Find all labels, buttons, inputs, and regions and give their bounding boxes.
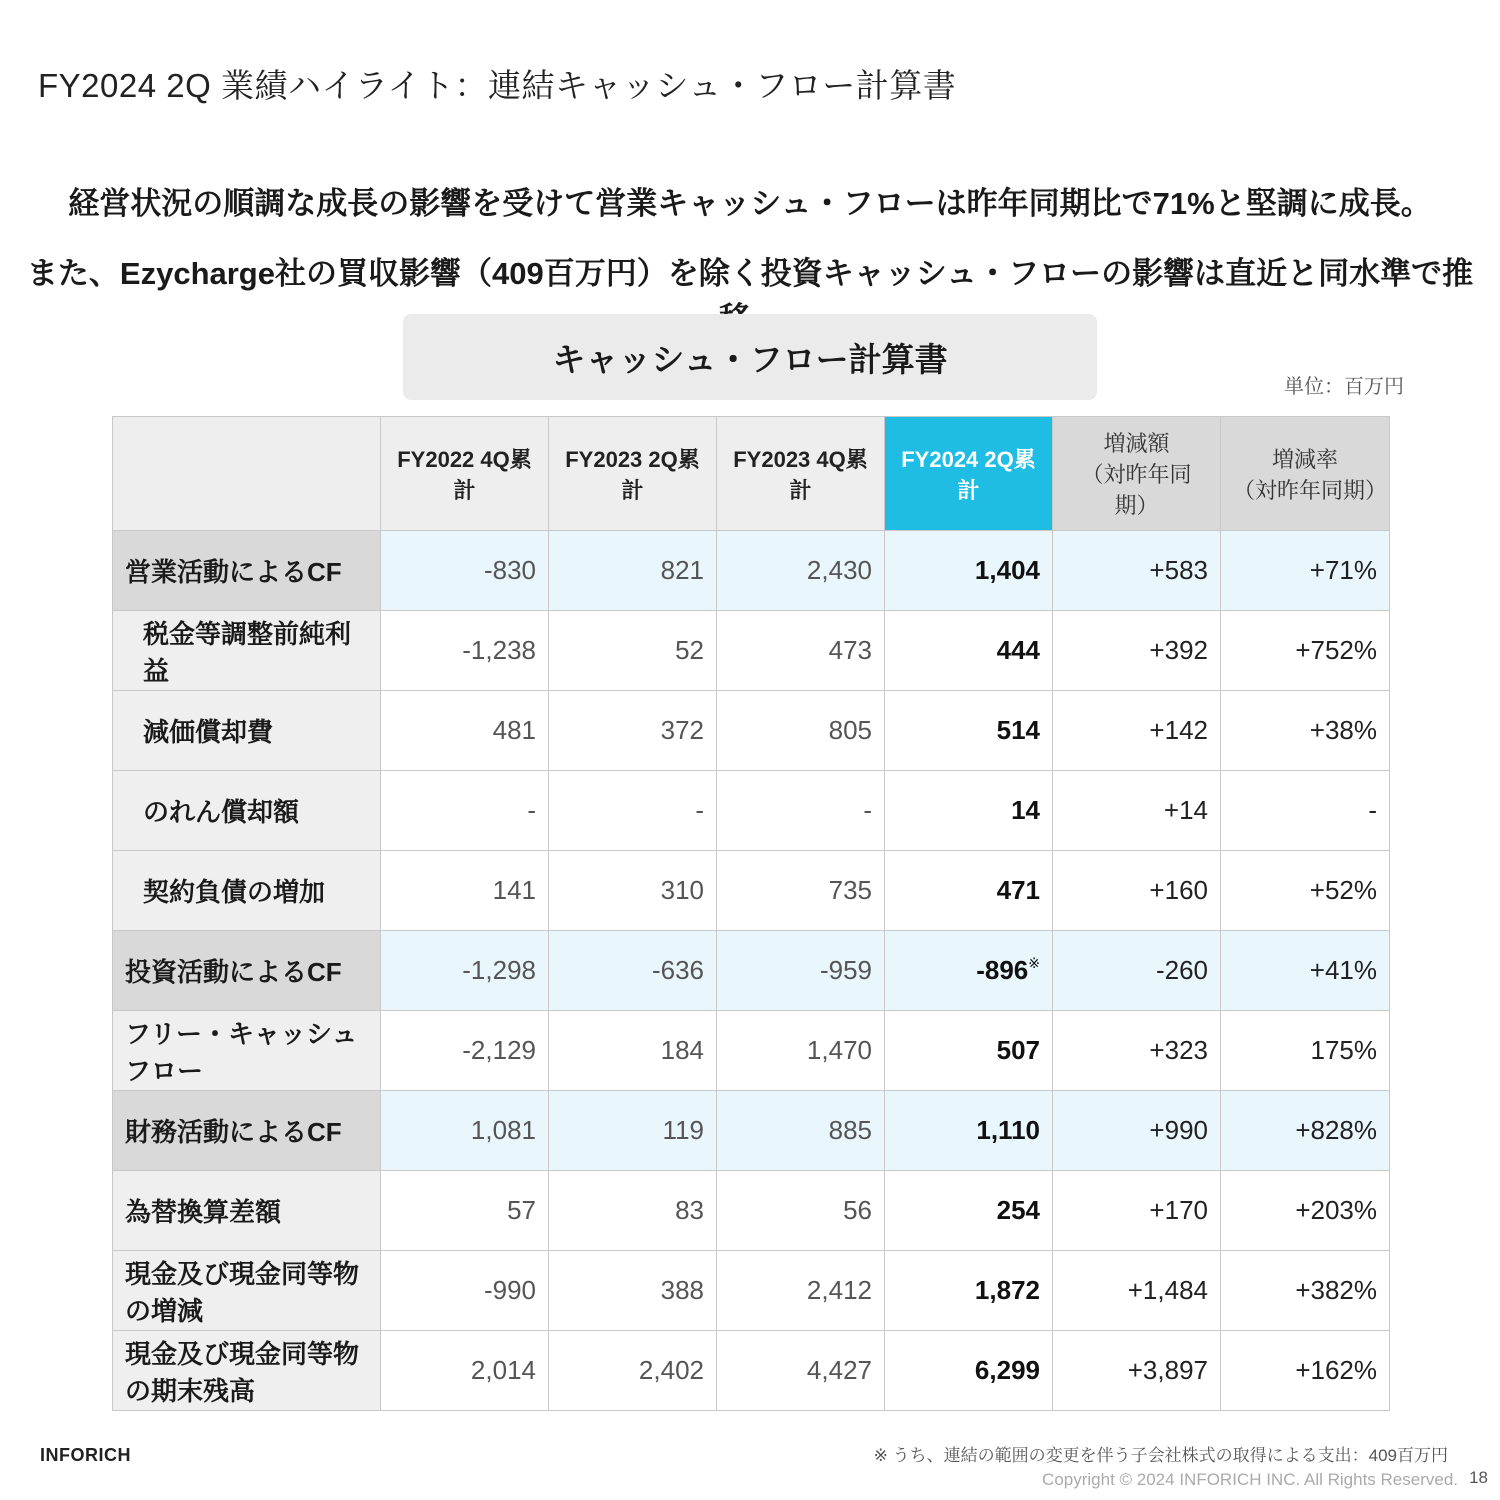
table-row xyxy=(113,771,1390,851)
cell-fy2023-2q-value: 821 xyxy=(660,555,704,585)
cell-fy2022-4q xyxy=(381,1331,549,1411)
cell-change-rate-value: +203% xyxy=(1295,1195,1377,1225)
cell-fy2023-2q xyxy=(549,1171,717,1251)
row-label xyxy=(113,1011,381,1091)
cell-fy2023-4q xyxy=(717,1171,885,1251)
cell-fy2023-2q-value: 184 xyxy=(660,1035,704,1065)
row-label-value: 投資活動によるCF xyxy=(125,957,342,987)
cell-change-amount xyxy=(1053,611,1221,691)
cell-change-amount xyxy=(1053,771,1221,851)
cell-fy2023-4q xyxy=(717,611,885,691)
cell-change-amount xyxy=(1053,1171,1221,1251)
cell-fy2024-2q-value: 471 xyxy=(996,875,1040,905)
cell-fy2022-4q xyxy=(381,691,549,771)
headline-line-1: 経営状況の順調な成長の影響を受けて営業キャッシュ・フローは昨年同期比で71%と堅調に成長。 xyxy=(68,186,1432,221)
cell-change-rate-value: +71% xyxy=(1309,555,1377,585)
cell-fy2023-4q-value: 2,430 xyxy=(806,555,872,585)
cell-change-rate xyxy=(1221,531,1390,611)
column-header-label: FY2022 4Q累計 xyxy=(397,446,532,503)
column-header-fy2023-2q xyxy=(549,417,717,531)
column-header-fy2023-4q xyxy=(717,417,885,531)
unit-label: 単位：百万円 xyxy=(1284,376,1404,398)
column-header-change-amount xyxy=(1053,417,1221,531)
cell-change-amount-value: +392 xyxy=(1149,635,1208,665)
table-row xyxy=(113,851,1390,931)
cell-fy2022-4q-value: -1,238 xyxy=(462,635,536,665)
cell-fy2023-2q-value: - xyxy=(695,795,704,825)
table-row xyxy=(113,691,1390,771)
cell-fy2024-2q xyxy=(885,1011,1053,1091)
cell-change-amount xyxy=(1053,1011,1221,1091)
table-header-row xyxy=(113,417,1390,531)
cell-fy2023-4q xyxy=(717,851,885,931)
section-title: キャッシュ・フロー計算書 xyxy=(552,340,948,378)
cell-fy2022-4q xyxy=(381,851,549,931)
cell-fy2022-4q-value: 1,081 xyxy=(470,1115,536,1145)
row-label-value: 税金等調整前純利益 xyxy=(143,618,352,686)
cell-change-rate xyxy=(1221,611,1390,691)
section-title-box xyxy=(403,314,1097,400)
cell-change-amount-value: +583 xyxy=(1149,555,1208,585)
cell-fy2022-4q xyxy=(381,931,549,1011)
cell-change-rate-value: +38% xyxy=(1309,715,1377,745)
row-label-value: 減価償却費 xyxy=(143,717,274,747)
row-label-value: 為替換算差額 xyxy=(125,1197,282,1227)
row-label xyxy=(113,691,381,771)
column-header-label: 増減額 xyxy=(1103,431,1170,456)
row-label-value: 財務活動によるCF xyxy=(125,1117,342,1147)
copyright: Copyright © 2024 INFORICH INC. All Rights Reserved. xyxy=(1042,1470,1458,1489)
row-label-value: フリー・キャッシュフロー xyxy=(125,1018,358,1086)
cell-fy2022-4q xyxy=(381,531,549,611)
cell-fy2024-2q xyxy=(885,1171,1053,1251)
cell-change-rate xyxy=(1221,1331,1390,1411)
cell-change-rate-value: +828% xyxy=(1295,1115,1377,1145)
cell-fy2024-2q xyxy=(885,931,1053,1011)
cell-fy2024-2q xyxy=(885,1251,1053,1331)
table-row xyxy=(113,611,1390,691)
cell-fy2023-2q-value: 52 xyxy=(675,635,704,665)
cell-fy2022-4q-value: 57 xyxy=(507,1195,536,1225)
cell-fy2024-2q-value: 14 xyxy=(1011,795,1040,825)
cell-change-amount xyxy=(1053,931,1221,1011)
cell-change-amount-value: +323 xyxy=(1149,1035,1208,1065)
cell-fy2023-2q-value: 388 xyxy=(660,1275,704,1305)
cell-fy2022-4q-value: -990 xyxy=(483,1275,536,1305)
cell-change-rate xyxy=(1221,931,1390,1011)
cell-fy2024-2q xyxy=(885,851,1053,931)
cell-change-rate-value: - xyxy=(1368,795,1377,825)
column-header-label: FY2023 4Q累計 xyxy=(733,446,868,503)
cell-change-rate-value: +752% xyxy=(1295,635,1377,665)
cell-fy2024-2q-value: 507 xyxy=(996,1035,1040,1065)
cell-change-amount-value: +14 xyxy=(1163,795,1208,825)
cell-change-rate-value: +52% xyxy=(1309,875,1377,905)
cell-fy2022-4q-value: - xyxy=(527,795,536,825)
cell-fy2023-2q-value: 2,402 xyxy=(638,1355,704,1385)
cell-fy2022-4q xyxy=(381,1091,549,1171)
cell-fy2023-4q-value: 885 xyxy=(828,1115,872,1145)
cell-fy2023-4q xyxy=(717,931,885,1011)
cell-fy2023-2q-value: 119 xyxy=(662,1115,704,1145)
cell-change-rate xyxy=(1221,1171,1390,1251)
row-label xyxy=(113,1091,381,1171)
cell-fy2024-2q xyxy=(885,1091,1053,1171)
row-label xyxy=(113,851,381,931)
row-label xyxy=(113,771,381,851)
cell-fy2023-4q-value: 1,470 xyxy=(806,1035,872,1065)
slide-title: FY2024 2Q 業績ハイライト：連結キャッシュ・フロー計算書 xyxy=(38,67,957,104)
cell-change-amount xyxy=(1053,531,1221,611)
row-label-value: 現金及び現金同等物の期末残高 xyxy=(125,1338,360,1406)
column-header-label: FY2024 2Q累計 xyxy=(901,446,1036,503)
column-header-label: 増減率 xyxy=(1271,446,1338,472)
cell-fy2023-4q xyxy=(717,1331,885,1411)
row-label xyxy=(113,1251,381,1331)
cell-fy2024-2q xyxy=(885,531,1053,611)
cell-fy2022-4q-value: 141 xyxy=(492,875,536,905)
cell-change-rate-value: +162% xyxy=(1295,1355,1377,1385)
table-row xyxy=(113,1011,1390,1091)
table-row xyxy=(113,531,1390,611)
cell-fy2022-4q-value: -830 xyxy=(483,555,536,585)
column-header-sublabel: （対昨年同期） xyxy=(1081,462,1192,518)
cell-change-amount xyxy=(1053,851,1221,931)
cell-fy2023-4q-value: - xyxy=(863,795,872,825)
cell-fy2024-2q xyxy=(885,611,1053,691)
cell-fy2022-4q xyxy=(381,1251,549,1331)
cell-fy2023-4q xyxy=(717,1091,885,1171)
cell-change-amount-value: +1,484 xyxy=(1127,1275,1208,1305)
cell-fy2022-4q xyxy=(381,771,549,851)
cell-fy2023-4q-value: 473 xyxy=(828,635,872,665)
row-label-value: 契約負債の増加 xyxy=(143,877,326,907)
cell-change-rate xyxy=(1221,1011,1390,1091)
cell-fy2023-2q xyxy=(549,931,717,1011)
cell-fy2022-4q xyxy=(381,1011,549,1091)
table-row xyxy=(113,1171,1390,1251)
cell-fy2023-4q xyxy=(717,531,885,611)
cell-fy2023-2q-value: 310 xyxy=(660,875,704,905)
cell-fy2022-4q-value: -2,129 xyxy=(462,1035,536,1065)
cell-change-rate xyxy=(1221,771,1390,851)
cell-fy2023-4q-value: -959 xyxy=(819,955,872,985)
cell-fy2023-2q xyxy=(549,1091,717,1171)
cell-fy2023-2q xyxy=(549,851,717,931)
cell-change-amount xyxy=(1053,1251,1221,1331)
cell-fy2023-2q xyxy=(549,691,717,771)
cell-fy2022-4q xyxy=(381,611,549,691)
row-label-value: 営業活動によるCF xyxy=(125,557,342,587)
row-label xyxy=(113,611,381,691)
cell-change-rate-value: +41% xyxy=(1309,955,1377,985)
cash-flow-table xyxy=(112,416,1390,1411)
cell-change-amount-value: +170 xyxy=(1149,1195,1208,1225)
cell-fy2023-4q xyxy=(717,691,885,771)
cell-fy2023-4q-value: 56 xyxy=(843,1195,872,1225)
cell-fy2024-2q-value: 1,872 xyxy=(974,1275,1040,1305)
cell-fy2024-2q-value: 1,404 xyxy=(974,555,1040,585)
column-header-fy2022-4q xyxy=(381,417,549,531)
row-label xyxy=(113,931,381,1011)
cell-fy2023-2q xyxy=(549,1251,717,1331)
cell-fy2023-2q xyxy=(549,1011,717,1091)
cell-change-amount-value: +3,897 xyxy=(1127,1355,1208,1385)
cell-fy2023-2q-value: 83 xyxy=(675,1195,704,1225)
row-label-value: のれん償却額 xyxy=(143,797,300,827)
table-row xyxy=(113,1331,1390,1411)
cell-change-amount xyxy=(1053,1331,1221,1411)
row-label xyxy=(113,531,381,611)
cell-change-rate xyxy=(1221,1091,1390,1171)
cell-fy2023-2q-value: 372 xyxy=(660,715,704,745)
cell-fy2023-4q-value: 2,412 xyxy=(806,1275,872,1305)
cell-change-rate-value: +382% xyxy=(1295,1275,1377,1305)
cell-fy2023-4q-value: 735 xyxy=(828,875,872,905)
cell-fy2022-4q-value: 481 xyxy=(492,715,536,745)
cell-fy2023-2q xyxy=(549,771,717,851)
column-header-change-rate xyxy=(1221,417,1390,531)
brand-logo: INFORICH xyxy=(40,1445,131,1465)
column-header-label: FY2023 2Q累計 xyxy=(565,446,700,503)
column-header-fy2024-2q xyxy=(885,417,1053,531)
cell-fy2023-2q xyxy=(549,1331,717,1411)
cell-change-amount-value: +160 xyxy=(1149,875,1208,905)
table-row xyxy=(113,1091,1390,1171)
cell-change-rate xyxy=(1221,1251,1390,1331)
cell-fy2023-2q xyxy=(549,611,717,691)
cell-fy2023-4q xyxy=(717,1251,885,1331)
header-blank-cell xyxy=(113,417,381,531)
cell-fy2024-2q-value: 254 xyxy=(996,1195,1040,1225)
cell-fy2023-4q xyxy=(717,771,885,851)
footnote-mark: ※ xyxy=(1028,955,1040,971)
cell-fy2024-2q-value: 514 xyxy=(996,715,1040,745)
cell-fy2024-2q xyxy=(885,691,1053,771)
cell-fy2024-2q xyxy=(885,1331,1053,1411)
cell-change-rate xyxy=(1221,851,1390,931)
page-number: 18 xyxy=(1469,1468,1488,1487)
footnote: ※ うち、連結の範囲の変更を伴う子会社株式の取得による支出：409百万円 xyxy=(873,1446,1448,1465)
cell-fy2023-2q xyxy=(549,531,717,611)
row-label-value: 現金及び現金同等物の増減 xyxy=(125,1258,360,1326)
cell-fy2023-2q-value: -636 xyxy=(651,955,704,985)
cell-change-amount-value: -260 xyxy=(1155,955,1208,985)
cell-fy2024-2q-value: 6,299 xyxy=(974,1355,1040,1385)
cell-fy2024-2q-value: 1,110 xyxy=(976,1115,1040,1145)
cell-fy2022-4q-value: 2,014 xyxy=(470,1355,536,1385)
cell-fy2024-2q-value: -896 xyxy=(976,955,1029,985)
cell-change-amount-value: +990 xyxy=(1149,1115,1208,1145)
table-row xyxy=(113,931,1390,1011)
column-header-sublabel: （対昨年同期） xyxy=(1233,477,1388,503)
row-label xyxy=(113,1331,381,1411)
cell-change-amount-value: +142 xyxy=(1149,715,1208,745)
cell-fy2024-2q-value: 444 xyxy=(996,635,1040,665)
cell-fy2022-4q xyxy=(381,1171,549,1251)
cell-fy2023-4q xyxy=(717,1011,885,1091)
cell-fy2023-4q-value: 805 xyxy=(828,715,872,745)
headline-line-2: また、Ezycharge社の買収影響（409百万円）を除く投資キャッシュ・フローの影響は直近と同水準で推 xyxy=(26,256,1474,291)
table-row xyxy=(113,1251,1390,1331)
cell-fy2023-4q-value: 4,427 xyxy=(806,1355,872,1385)
row-label xyxy=(113,1171,381,1251)
cell-change-amount xyxy=(1053,1091,1221,1171)
cell-change-rate xyxy=(1221,691,1390,771)
cell-fy2022-4q-value: -1,298 xyxy=(462,955,536,985)
cell-change-amount xyxy=(1053,691,1221,771)
cell-fy2024-2q xyxy=(885,771,1053,851)
cell-change-rate-value: 175% xyxy=(1310,1035,1377,1065)
